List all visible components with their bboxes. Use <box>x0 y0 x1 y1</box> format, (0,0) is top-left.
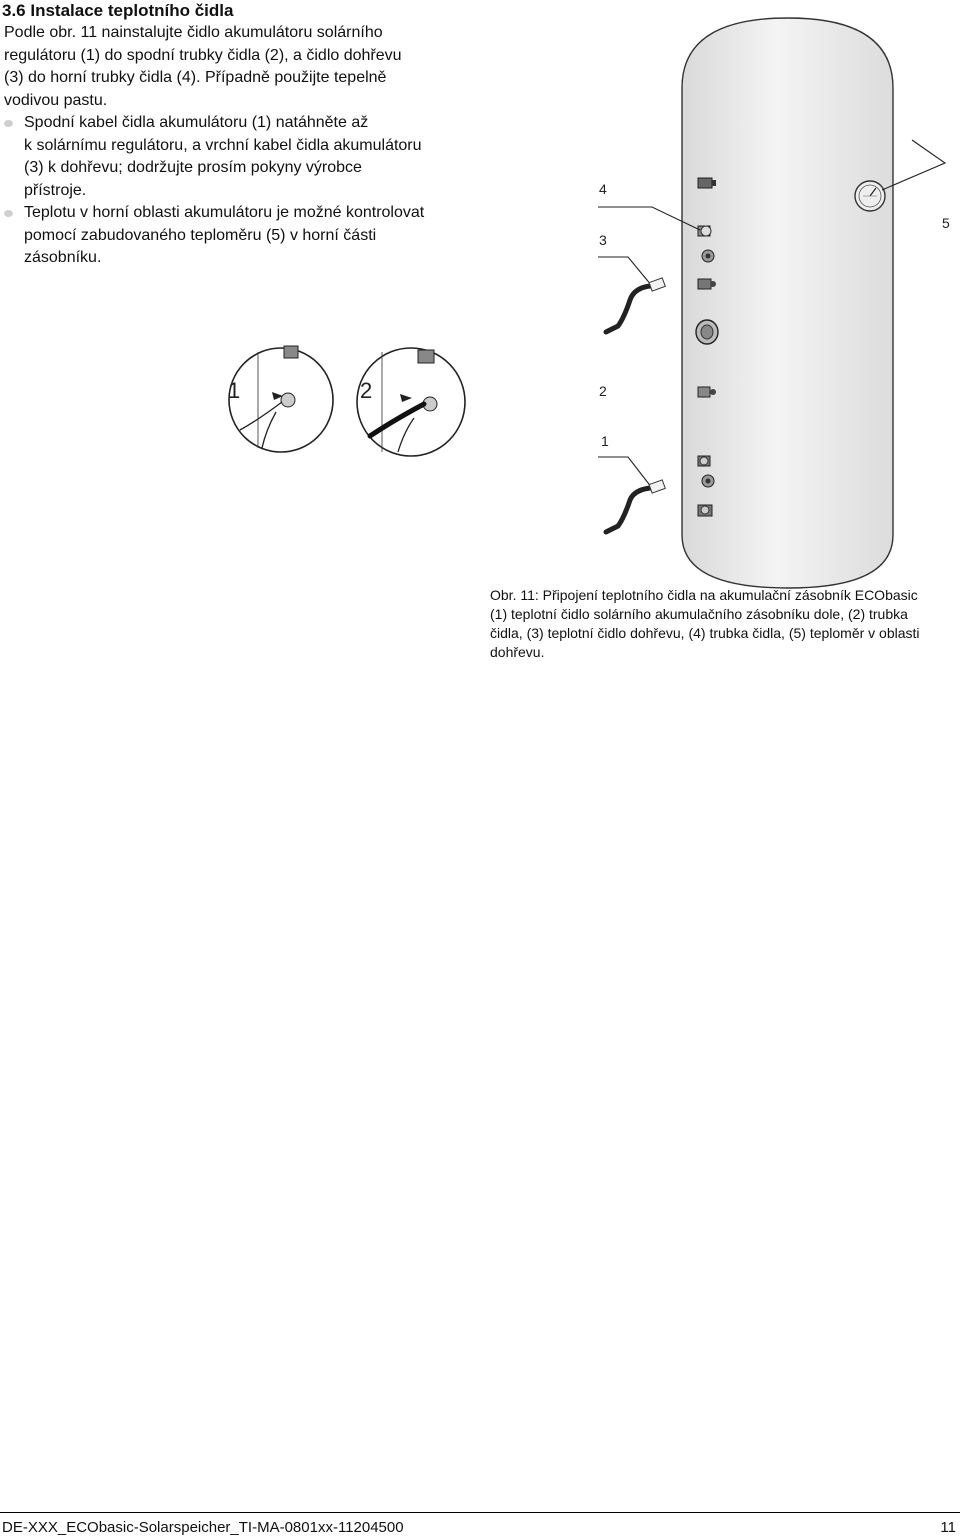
footer-document-id: DE-XXX_ECObasic-Solarspeicher_TI-MA-0801xx-11204500 <box>2 1519 404 1536</box>
callout-label-2: 2 <box>599 383 607 399</box>
intro-line: regulátoru (1) do spodní trubky čidla (2), a čidlo dohřevu <box>4 46 402 64</box>
large-socket-icon <box>696 320 718 344</box>
footer-divider <box>0 1512 960 1513</box>
intro-line: vodivou pastu. <box>4 91 108 109</box>
socket-icon <box>698 505 712 516</box>
caption-line: dohřevu. <box>490 644 545 660</box>
bullet-line: Spodní kabel čidla akumulátoru (1) natáhněte až <box>24 114 369 131</box>
storage-tank <box>682 18 893 588</box>
thermometer-icon <box>855 181 885 211</box>
detail-label-2: 2 <box>360 378 373 403</box>
caption-line: čidla, (3) teplotní čidlo dohřevu, (4) trubka čidla, (5) teploměr v oblasti <box>490 625 920 641</box>
caption-line: Obr. 11: Připojení teplotního čidla na akumulační zásobník ECObasic <box>490 587 918 603</box>
socket-icon <box>702 250 714 262</box>
figure-caption <box>490 586 960 662</box>
bullet-line: přístroje. <box>24 181 87 199</box>
intro-line: Podle obr. 11 nainstalujte čidlo akumulátoru solárního <box>4 24 383 41</box>
storage-tank-figure <box>0 0 960 600</box>
callout-label-4: 4 <box>599 181 607 197</box>
bullet-line: k solárnímu regulátoru, a vrchní kabel čidla akumulátoru <box>24 136 422 154</box>
section-heading: 3.6 Instalace teplotního čidla <box>2 1 234 20</box>
detail-label-1: 1 <box>228 378 241 403</box>
page-number: 11 <box>940 1519 956 1536</box>
intro-line: (3) do horní trubky čidla (4). Případně použijte tepelně <box>4 69 387 86</box>
sensor-pipe-upper-icon <box>698 226 711 236</box>
callout-label-3: 3 <box>599 232 607 248</box>
callout-label-5: 5 <box>942 215 950 231</box>
bullet-line: Teplotu v horní oblasti akumulátoru je možné kontrolovat <box>24 204 425 221</box>
callout-label-1: 1 <box>601 433 609 449</box>
detail-circle-2 <box>357 348 465 456</box>
socket-icon <box>698 456 710 466</box>
bullet-line: pomocí zabudovaného teploměru (5) v horní části <box>24 226 377 244</box>
sensor-cable-lower-icon <box>606 480 665 532</box>
socket-icon <box>702 475 714 487</box>
bullet-line: zásobníku. <box>24 249 102 266</box>
detail-circle-1 <box>228 346 333 452</box>
caption-line: (1) teplotní čidlo solárního akumulačního zásobníku dole, (2) trubka <box>490 606 908 622</box>
sensor-cable-upper-icon <box>606 278 665 332</box>
bullet-line: (3) k dohřevu; dodržujte prosím pokyny výrobce <box>24 159 362 176</box>
